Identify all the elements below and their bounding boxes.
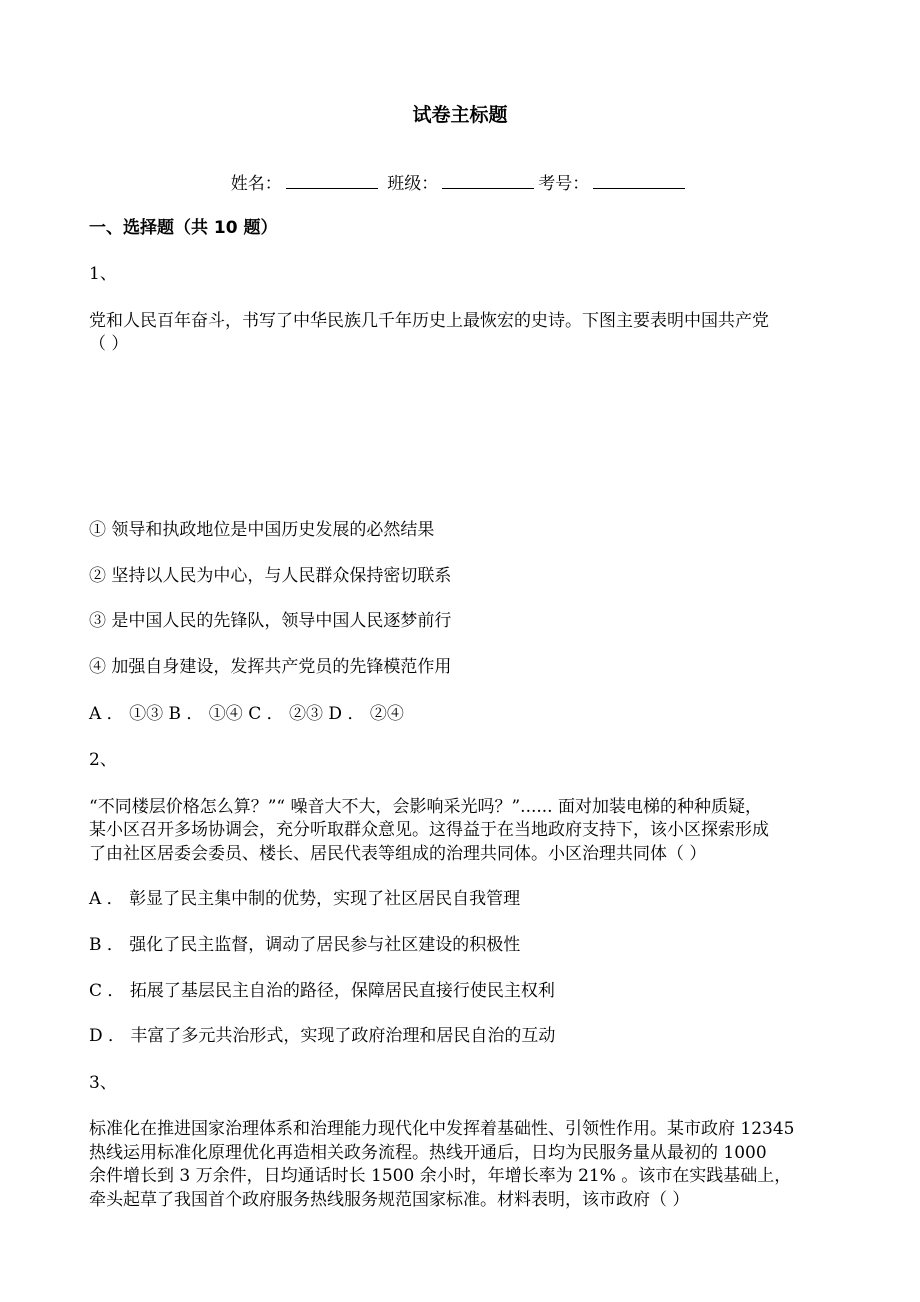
- question-1-number: 1、: [89, 264, 117, 284]
- question-2-option-c: C ． 拓展了基层民主自治的路径，保障居民直接行使民主权利: [89, 981, 555, 1001]
- question-1-stem-line-2: （ ）: [89, 334, 129, 354]
- question-2-option-a: A ． 彰显了民主集中制的优势，实现了社区居民自我管理: [89, 889, 521, 909]
- question-3-stem-line-2: 热线运用标准化原理优化再造相关政务流程。热线开通后，日均为民服务量从最初的 1000: [89, 1143, 767, 1163]
- question-1-options: A ． ①③ B ． ①④ C ． ②③ D ． ②④: [89, 704, 404, 724]
- question-2-stem-line-2: 某小区召开多场协调会，充分听取群众意见。这得益于在当地政府支持下，该小区探索形成: [89, 820, 769, 840]
- exam-no-label: 考号：: [538, 174, 590, 194]
- question-1-stem-line-1: 党和人民百年奋斗，书写了中华民族几千年历史上最恢宏的史诗。下图主要表明中国共产党: [89, 311, 769, 331]
- section-heading: 一、选择题（共 10 题）: [89, 218, 278, 238]
- question-2-option-b: B ． 强化了民主监督，调动了居民参与社区建设的积极性: [89, 935, 521, 955]
- name-label: 姓名：: [230, 174, 282, 194]
- exam-no-blank[interactable]: [593, 172, 685, 189]
- page-title: 试卷主标题: [412, 104, 508, 126]
- question-1-statement-3: ③ 是中国人民的先锋队，领导中国人民逐梦前行: [89, 611, 452, 631]
- question-3-stem-line-1: 标准化在推进国家治理体系和治理能力现代化中发挥着基础性、引领性作用。某市政府 12345: [89, 1119, 795, 1139]
- class-label: 班级：: [387, 174, 439, 194]
- question-2-number: 2、: [89, 750, 117, 770]
- question-2-stem-line-1: “不同楼层价格怎么算？”“ 噪音大不大，会影响采光吗？”...... 面对加装电梯的种种质疑，: [89, 797, 762, 817]
- question-3-number: 3、: [89, 1073, 117, 1093]
- question-3-stem-line-3: 余件增长到 3 万余件，日均通话时长 1500 余小时，年增长率为 21% 。该市在实践基础上，: [89, 1166, 792, 1186]
- question-1-statement-4: ④ 加强自身建设，发挥共产党员的先锋模范作用: [89, 657, 452, 677]
- class-blank[interactable]: [442, 172, 534, 189]
- question-3-stem-line-4: 牵头起草了我国首个政府服务热线服务规范国家标准。材料表明，该市政府（ ）: [89, 1190, 690, 1210]
- question-2-option-d: D ． 丰富了多元共治形式，实现了政府治理和居民自治的互动: [89, 1026, 556, 1046]
- question-1-statement-2: ② 坚持以人民为中心，与人民群众保持密切联系: [89, 566, 452, 586]
- question-1-statement-1: ① 领导和执政地位是中国历史发展的必然结果: [89, 520, 435, 540]
- name-blank[interactable]: [286, 172, 378, 189]
- question-2-stem-line-3: 了由社区居委会委员、楼长、居民代表等组成的治理共同体。小区治理共同体（ ）: [89, 844, 707, 864]
- student-info-row: [0, 169, 920, 194]
